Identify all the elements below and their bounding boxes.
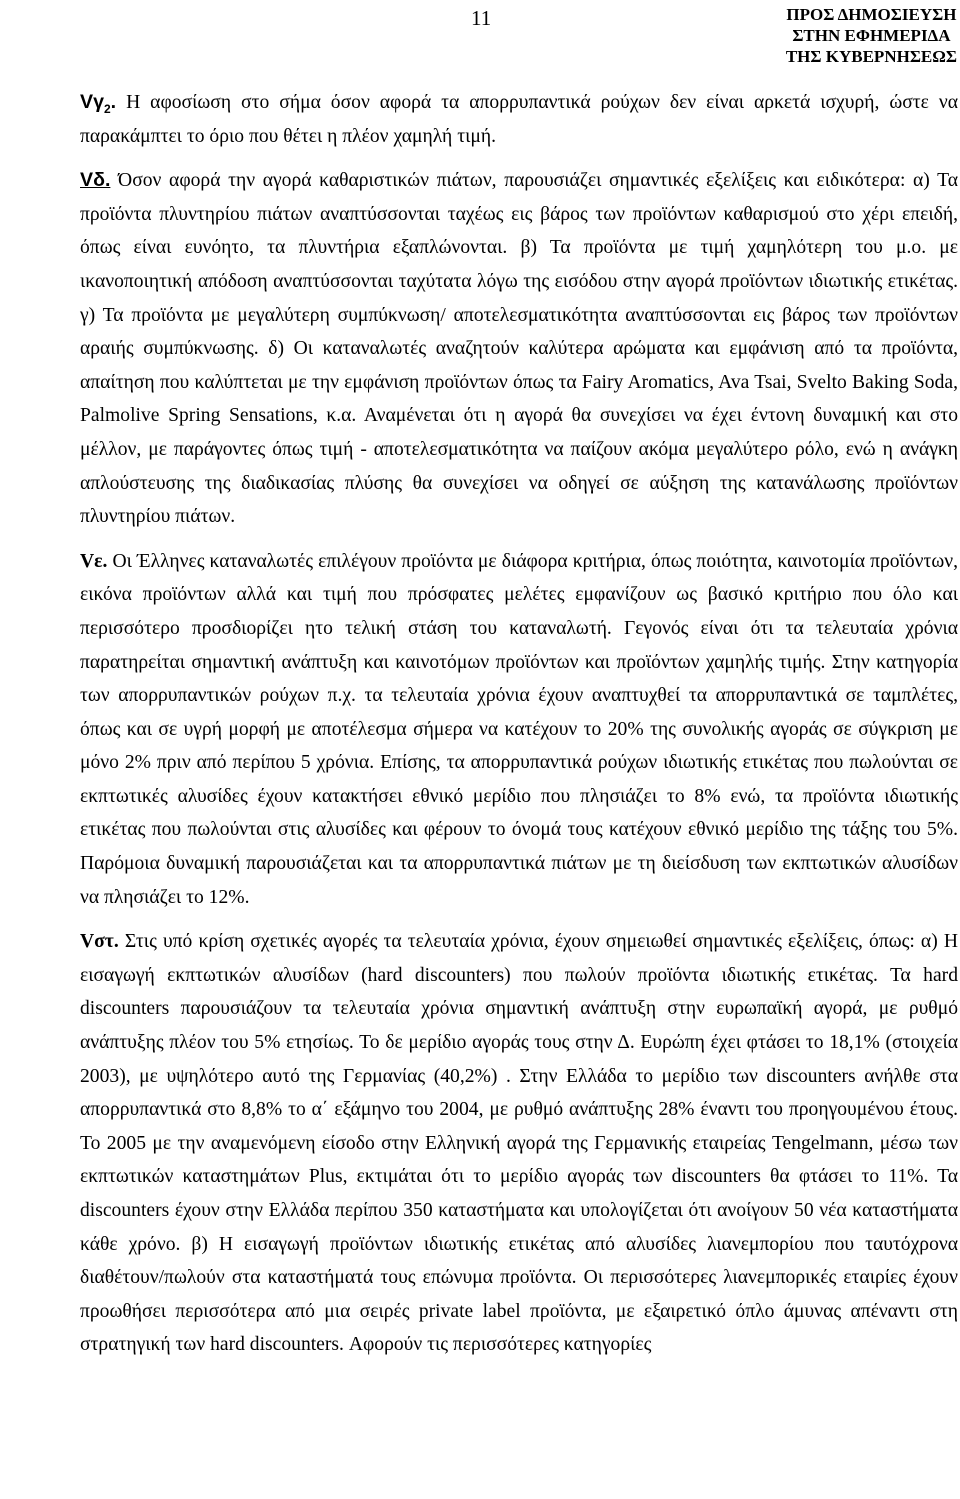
stamp-line-2: ΣΤΗΝ ΕΦΗΜΕΡΙΔΑ [792,26,951,45]
page-number: 11 [471,6,492,30]
page-header [0,0,960,70]
section-marker-main: Vγ [80,91,104,113]
paragraph-text: Στις υπό κρίση σχετικές αγορές τα τελευταία χρόνια, έχουν σημειωθεί σημαντικές εξελίξεις, όπως: α) Η εισαγωγή εκπτωτικών αλυσίδων (hard discounters) που πωλούν προϊόντα ιδιωτικής ετικέτας. Τα hard discounters παρουσιάζουν τα τελευταία χρόνια σημαντική ανάπτυξη στην ευρωπαϊκή αγορά, με ρυθμό ανάπτυξης πλέον του 5% ετησίως. Το δε μερίδιο αγοράς τους στην Δ. Ευρώπη έχει φτάσει το 18,1% (στοιχεία 2003), με υψηλότερο αυτό της Γερμανίας (40,2%) . Στην Ελλάδα το μερίδιο των discounters ανήλθε στα απορρυπαντικά στο 8,8% το α΄ εξάμηνο του 2004, με ρυθμό ανάπτυξης 28% έναντι του προηγουμένου έτους. Το 2005 με την αναμενόμενη είσοδο στην Ελληνική αγορά της Γερμανικής εταιρείας Tengelmann, μέσω των εκπτωτικών καταστημάτων Plus, εκτιμάται ότι το μερίδιο αγοράς των discounters θα φτάσει το 11%. Τα discounters έχουν στην Ελλάδα περίπου 350 καταστήματα και υπολογίζεται ότι ανοίγουν 50 νέα καταστήματα κάθε χρόνο. β) Η εισαγωγή προϊόντων ιδιωτικής ετικέτας από αλυσίδες λιανεμπορίου που ταυτόχρονα διαθέτουν/πωλούν στα καταστήματά τους επώνυμα προϊόντα. Οι περισσότερες λιανεμπορικές εταιρίες έχουν προωθήσει περισσότερα από μια σειρές private label προϊόντα, με εξαιρετικό όπλο άμυνας απέναντι στη στρατηγική των hard discounters. Αφορούν τις περισσότερες κατηγορίες [80,931,958,1356]
section-marker-sub: 2 [103,101,111,116]
paragraph-text: Η αφοσίωση στο σήμα όσον αφορά τα απορρυπαντικά ρούχων δεν είναι αρκετά ισχυρή, ώστε να παρακάμπτει το όριο που θέτει η πλέον χαμηλή τιμή. [80,92,958,147]
section-marker: Vστ. [80,931,119,953]
section-marker [80,91,117,116]
stamp-line-3: ΤΗΣ ΚΥΒΕΡΝΗΣΕΩΣ [785,47,957,66]
publication-stamp [786,4,957,67]
paragraph-vd [6,164,958,534]
paragraph-text: Οι Έλληνες καταναλωτές επιλέγουν προϊόντα με διάφορα κριτήρια, όπως ποιότητα, καινοτομία προϊόντων, εικόνα προϊόντων αλλά και τιμή που πρόσφατες μελέτες εμφανίζουν ως βασικό κριτήριο που όλο και περισσότερο προσδιορίζει ητο τελική στάση του καταναλωτή. Γεγονός είναι ότι τα τελευταία χρόνια παρατηρείται σημαντική ανάπτυξη και καινοτόμων προϊόντων και προϊόντων χαμηλής τιμής. Στην κατηγορία των απορρυπαντικών ρούχων π.χ. τα τελευταία χρόνια έχουν αναπτυχθεί τα απορρυπαντικά σε ταμπλέτες, όπως και σε υγρή μορφή με αποτέλεσμα σήμερα να κατέχουν το 20% της συνολικής αγοράς σε σύγκριση με μόνο 2% πριν από περίπου 5 χρόνια. Επίσης, τα απορρυπαντικά ρούχων ιδιωτικής ετικέτας που πωλούνται σε εκπτωτικές αλυσίδες έχουν κατακτήσει εθνικό μερίδιο που πλησιάζει το 8% ενώ, τα προϊόντα ιδιωτικής ετικέτας που πωλούνται στις αλυσίδες και φέρουν το όνομά τους κατέχουν εθνικό μερίδιο της τάξης του 5%. Παρόμοια δυναμική παρουσιάζεται και τα απορρυπαντικά πιάτων με τη διείσδυση των εκπτωτικών αλυσίδων να πλησιάζει το 12%. [80,550,958,908]
paragraph-vst [6,925,958,1362]
section-marker: Vδ. [80,169,111,192]
stamp-line-1: ΠΡΟΣ ΔΗΜΟΣΙΕΥΣΗ [786,5,957,24]
section-marker-suffix: . [110,91,117,113]
paragraph-vg2 [6,86,958,153]
paragraph-ve [6,545,958,915]
paragraph-text: Όσον αφορά την αγορά καθαριστικών πιάτων, παρουσιάζει σημαντικές εξελίξεις και ειδικότερα: α) Τα προϊόντα πλυντηρίου πιάτων αναπτύσσονται ταχέως εις βάρος των προϊόντων καθαρισμού στο χέρι επειδή, όπως είναι ευνόητο, τα πλυντήρια εξαπλώνονται. β) Τα προϊόντα με τιμή χαμηλότερη του μ.ο. με ικανοποιητική απόδοση αναπτύσσονται ταχύτατα λόγω της εισόδου στην αγορά προϊόντων ιδιωτικής ετικέτας. γ) Τα προϊόντα με μεγαλύτερη συμπύκνωση/ αποτελεσματικότητα αναπτύσσονται εις βάρος των προϊόντων αραιής συμπύκνωσης. δ) Οι καταναλωτές αναζητούν καλύτερα αρώματα και εμφάνιση από τα προϊόντα, απαίτηση που καλύπτεται με την εμφάνιση προϊόντων όπως τα Fairy Aromatics, Ava Tsai, Svelto Baking Soda, Palmolive Spring Sensations, κ.α. Αναμένεται ότι η αγορά θα συνεχίσει να έχει έντονη δυναμική και στο μέλλον, με παράγοντες όπως τιμή - αποτελεσματικότητα να παίζουν ακόμα μεγαλύτερο ρόλο, ενώ η ανάγκη απλούστευσης της διαδικασίας πλύσης θα συνεχίσει να οδηγεί σε αύξηση της κατανάλωσης προϊόντων πλυντηρίου πιάτων. [80,170,958,528]
document-body [6,86,958,1362]
section-marker: Vε. [80,550,108,572]
